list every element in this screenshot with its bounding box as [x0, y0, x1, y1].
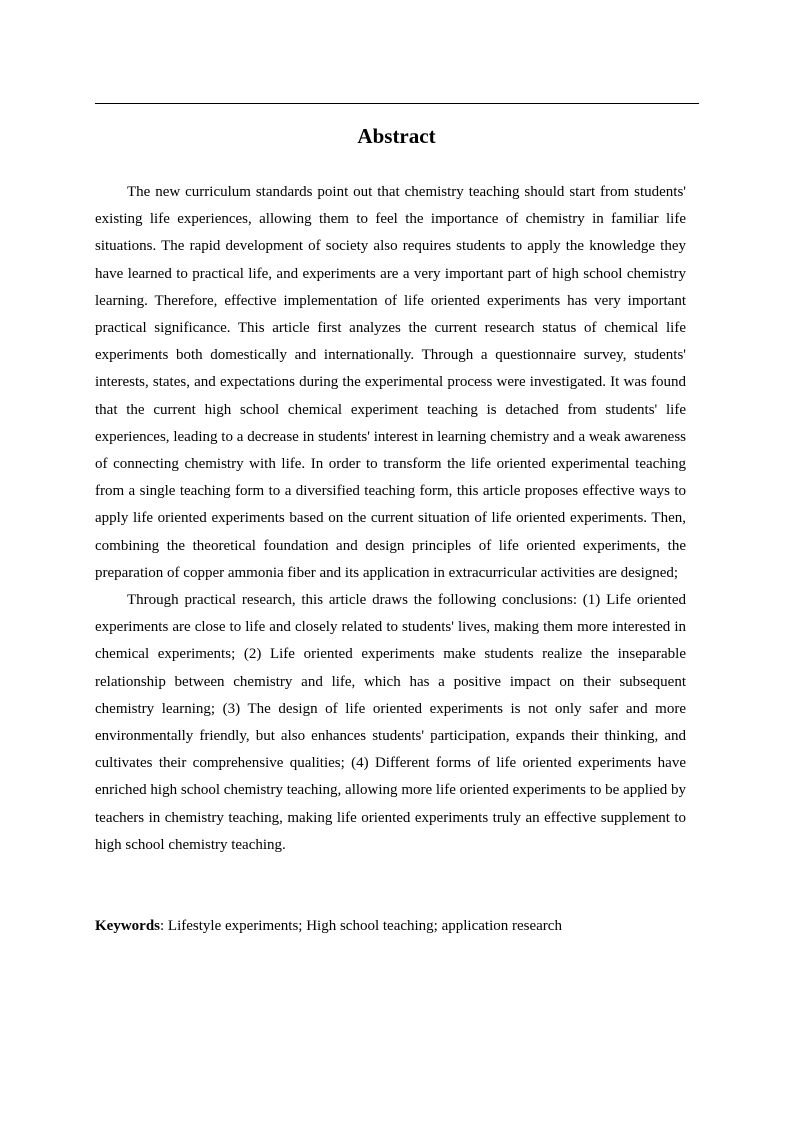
keywords-label: Keywords [95, 918, 160, 934]
keywords-text: : Lifestyle experiments; High school teaching; application research [160, 918, 562, 934]
abstract-body [95, 179, 686, 859]
header-rule [95, 103, 699, 104]
keywords-line [95, 914, 699, 938]
abstract-title-text: Abstract [357, 124, 436, 148]
abstract-paragraph-1: The new curriculum standards point out that chemistry teaching should start from students' existing life experiences, allowing them to feel the importance of chemistry in familiar life situations. The rapid development of society also requires students to apply the knowledge they have learned to practical life, and experiments are a very important part of high school chemistry learning. Therefore, effective implementation of life oriented experiments has very important practical significance. This article first analyzes the current research status of chemical life experiments both domestically and internationally. Through a questionnaire survey, students' interests, states, and expectations during the experimental process were investigated. It was found that the current high school chemical experiment teaching is detached from students' life experiences, leading to a decrease in students' interest in learning chemistry and a weak awareness of connecting chemistry with life. In order to transform the life oriented experimental teaching from a single teaching form to a diversified teaching form, this article proposes effective ways to apply life oriented experiments based on the current situation of life oriented experiments. Then, combining the theoretical foundation and design principles of life oriented experiments, the preparation of copper ammonia fiber and its application in extracurricular activities are designed; [95, 184, 686, 581]
abstract-paragraph-2: Through practical research, this article draws the following conclusions: (1) Life oriented experiments are close to life and closely related to students' lives, making them more interested in chemical experiments; (2) Life oriented experiments make students realize the inseparable relationship between chemistry and life, which has a positive impact on their subsequent chemistry learning; (3) The design of life oriented experiments is not only safer and more environmentally friendly, but also enhances students' participation, expands their thinking, and cultivates their comprehensive qualities; (4) Different forms of life oriented experiments have enriched high school chemistry teaching, allowing more life oriented experiments to be applied by teachers in chemistry teaching, making life oriented experiments truly an effective supplement to high school chemistry teaching. [95, 592, 686, 853]
abstract-title [0, 122, 793, 150]
